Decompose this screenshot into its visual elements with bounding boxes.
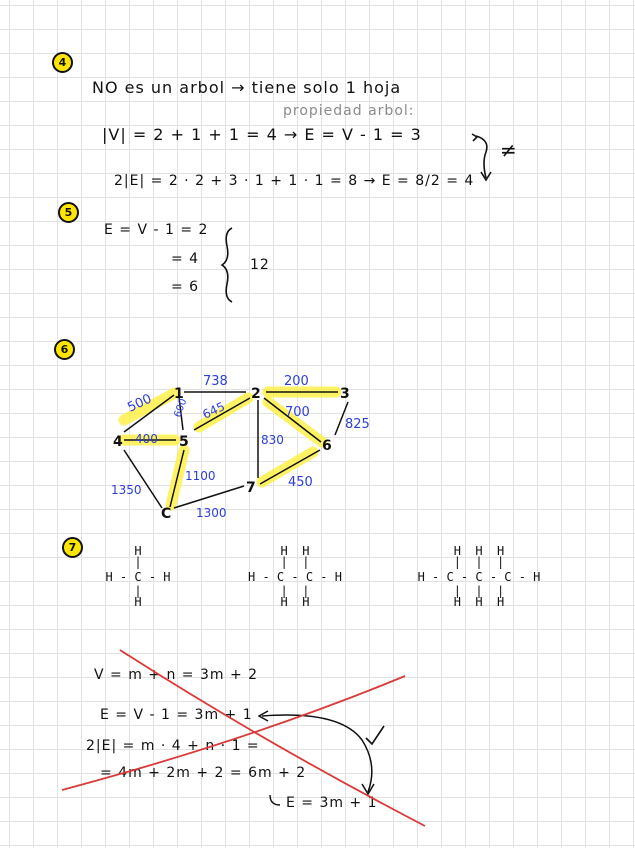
weight-2-6: 700 (285, 405, 310, 420)
q5-line-2: = 4 (171, 251, 200, 267)
q4-property-label: propiedad arbol: (283, 103, 415, 119)
weight-4-5: 400 (135, 432, 158, 446)
ethane-bonds-bottom: | | (280, 584, 310, 598)
q7-work-line-2: E = V - 1 = 3m + 1 (100, 707, 253, 723)
q5-line-3: = 6 (171, 279, 200, 295)
q4-line-2: |V| = 2 + 1 + 1 = 4 → E = V - 1 = 3 (102, 125, 422, 144)
weight-5-c: 1100 (185, 469, 216, 483)
weight-c-7: 1300 (196, 506, 227, 520)
methane-top: H (134, 544, 142, 558)
ethane-bonds: | | (280, 555, 310, 569)
propane-bottom: H H H (453, 595, 505, 609)
ethane-row: H - C - C - H (248, 570, 342, 584)
node-3: 3 (340, 386, 350, 402)
weight-4-c: 1350 (111, 483, 142, 497)
q4-line-1: NO es un arbol → tiene solo 1 hoja (92, 78, 402, 97)
node-4: 4 (113, 434, 123, 450)
q7-curved-arrow (262, 715, 372, 792)
weight-2-7: 830 (261, 433, 284, 447)
methane-bottom: H (134, 595, 142, 609)
methane-bond: | (134, 555, 142, 569)
node-6: 6 (322, 438, 332, 454)
weight-7-6: 450 (288, 475, 313, 490)
ethane-bottom: H H (280, 595, 310, 609)
propane-top: H H H (453, 544, 505, 558)
q5-line-1: E = V - 1 = 2 (104, 222, 209, 238)
propane-row: H - C - C - C - H (417, 570, 541, 584)
weight-2-3: 200 (284, 374, 309, 389)
q7-work-line-3: 2|E| = m · 4 + n · 1 = (86, 738, 260, 754)
red-cross-line-1 (120, 650, 425, 826)
node-7: 7 (246, 480, 256, 496)
node-1: 1 (174, 386, 184, 402)
propane-bonds: | | | (453, 555, 505, 569)
weight-3-6: 825 (345, 417, 370, 432)
q7-work-line-5: E = 3m + 1 (286, 795, 378, 811)
q4-line-3: 2|E| = 2 · 2 + 3 · 1 + 1 · 1 = 8 → E = 8/2 = 4 (114, 173, 475, 189)
question-4-badge: 4 (52, 52, 73, 73)
weight-1-5: 600 (172, 397, 190, 420)
q7-hook-arrow (270, 795, 280, 805)
q4-not-equal: ≠ (500, 138, 518, 162)
weight-1-2: 738 (203, 374, 228, 389)
node-c: C (161, 506, 172, 522)
red-cross-line-2 (62, 676, 405, 790)
question-7-badge: 7 (62, 537, 83, 558)
q5-total: 12 (250, 257, 270, 273)
methane-bond-bottom: | (134, 584, 142, 598)
methane-row: H - C - H (105, 570, 171, 584)
weight-4-1: 500 (125, 391, 155, 416)
q7-work-line-4: = 4m + 2m + 2 = 6m + 2 (100, 765, 307, 781)
check-mark-icon (366, 726, 384, 744)
q7-work-line-1: V = m + n = 3m + 2 (94, 667, 259, 683)
ethane-top: H H (280, 544, 310, 558)
node-5: 5 (179, 434, 189, 450)
propane-bonds-bottom: | | | (453, 584, 505, 598)
question-6-badge: 6 (54, 339, 75, 360)
weight-5-2: 645 (200, 399, 228, 422)
question-5-badge: 5 (58, 202, 79, 223)
node-2: 2 (251, 386, 261, 402)
